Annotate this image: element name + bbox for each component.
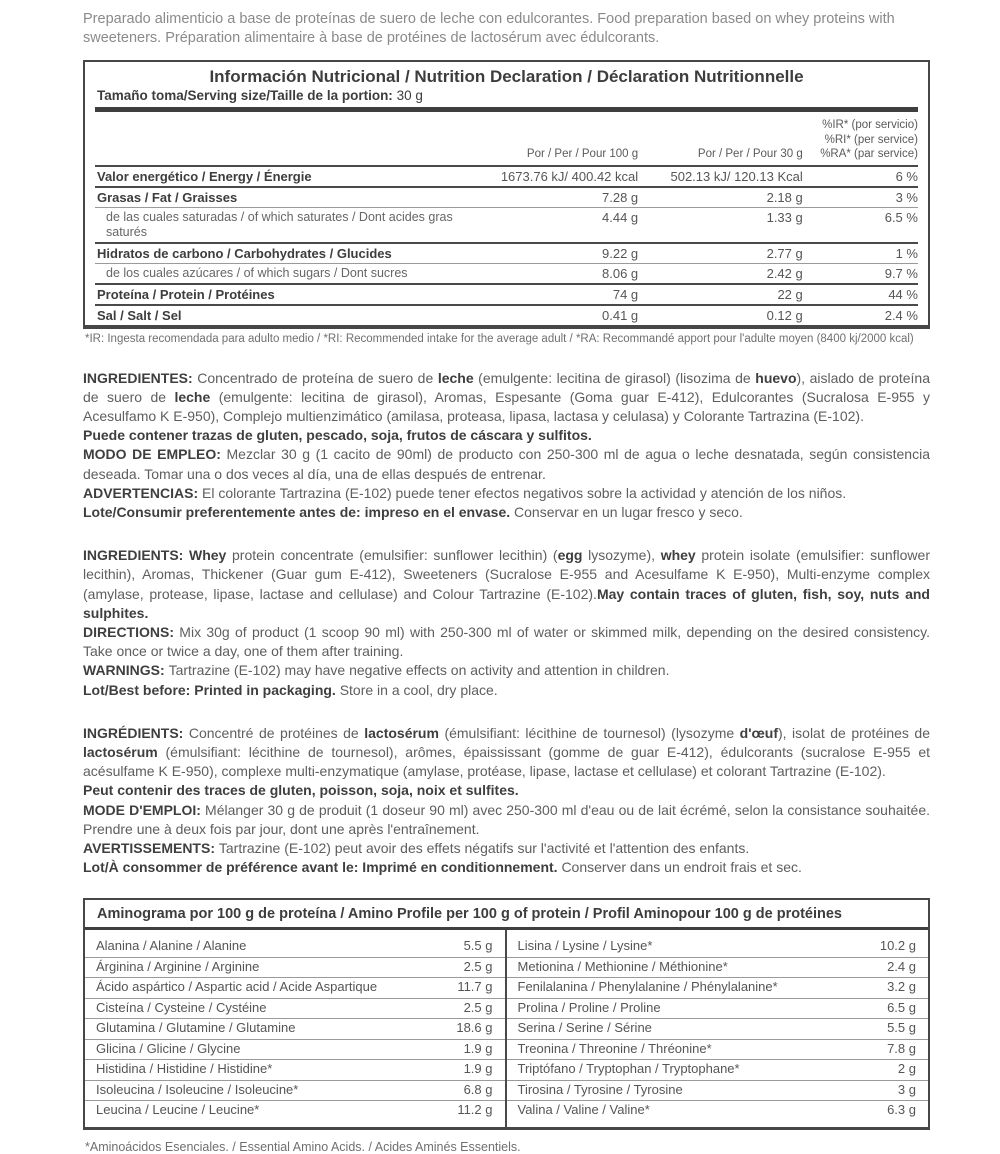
amino-row <box>507 1100 929 1121</box>
header-per-100g: Por / Per / Pour 100 g <box>526 148 639 160</box>
amino-value: 10.2 g <box>879 938 916 954</box>
nutrition-cell-label: Proteína / Protein / Protéines <box>97 286 275 302</box>
amino-value: 5.5 g <box>887 1020 916 1036</box>
ingredients-block-en <box>83 546 930 700</box>
amino-name: Árginina / Arginine / Arginine <box>96 958 260 974</box>
bold-text-segment: egg <box>557 547 583 564</box>
amino-name: Isoleucina / Isoleucine / Isoleucine* <box>96 1081 299 1097</box>
bold-text-segment: d'œuf <box>739 724 778 741</box>
amino-row <box>85 1080 505 1101</box>
amino-value: 6.3 g <box>887 1102 916 1118</box>
amino-row <box>507 957 929 978</box>
nutrition-header-row <box>95 112 918 165</box>
amino-value: 6.8 g <box>463 1081 493 1097</box>
nutrition-cell-per30: 2.77 g <box>766 245 803 261</box>
amino-value: 2.4 g <box>887 958 916 974</box>
amino-name: Glicina / Glicine / Glycine <box>96 1040 241 1056</box>
bold-text-segment: DIRECTIONS: <box>83 623 180 640</box>
nutrition-footnote: *IR: Ingesta recomendada para adulto medio / *RI: Recommended intake for the average adult / *RA: Recommandé apport pour l'adulte moyen (8400 kj/2000 kcal) <box>85 332 914 345</box>
amino-name: Metionina / Methionine / Méthionine* <box>517 958 728 974</box>
text-segment: Conservar en un lugar fresco y seco. <box>514 503 743 520</box>
bold-text-segment: INGREDIENTES: <box>83 369 198 386</box>
nutrition-cell-label: Sal / Salt / Sel <box>97 307 182 323</box>
amino-value: 2.5 g <box>463 958 493 974</box>
bold-text-segment: INGRÉDIENTS: <box>83 724 189 741</box>
amino-value: 1.9 g <box>463 1061 493 1077</box>
text-segment: lysozyme), <box>582 547 661 564</box>
amino-value: 2.5 g <box>463 999 493 1015</box>
nutrition-cell-label: Grasas / Fat / Graisses <box>97 189 238 205</box>
nutrition-row <box>95 165 918 186</box>
nutrition-cell-per30: 2.42 g <box>766 265 803 281</box>
bold-text-segment: WARNINGS: <box>83 662 169 679</box>
text-line <box>83 369 930 427</box>
amino-name: Histidina / Histidine / Histidine* <box>96 1061 273 1077</box>
amino-value: 3.2 g <box>887 979 916 995</box>
nutrition-cell-per100: 4.44 g <box>602 209 639 225</box>
bold-text-segment: Whey <box>189 547 227 564</box>
text-line <box>83 724 930 782</box>
text-segment: Store in a cool, dry place. <box>339 681 498 698</box>
bold-text-segment: MODO DE EMPLEO: <box>83 446 227 463</box>
amino-name: Treonina / Threonine / Thréonine* <box>517 1040 712 1056</box>
text-segment: Conserver dans un endroit frais et sec. <box>561 859 802 876</box>
amino-name: Leucina / Leucine / Leucine* <box>96 1102 260 1118</box>
amino-row <box>85 1059 505 1080</box>
amino-name: Glutamina / Glutamine / Glutamine <box>96 1020 296 1036</box>
nutrition-cell-label: Valor energético / Energy / Énergie <box>97 168 312 184</box>
text-segment: (emulgente: lecitina de girasol) (lisozima de <box>473 369 756 386</box>
text-line <box>83 839 930 858</box>
bold-text-segment: Peut contenir des traces de gluten, poisson, soja, noix et sulfites. <box>83 782 519 799</box>
amino-name: Lisina / Lysine / Lysine* <box>517 938 653 954</box>
amino-name: Fenilalanina / Phenylalanine / Phénylalanine* <box>517 979 778 995</box>
text-segment: protein concentrate (emulsifier: sunflower lecithin) ( <box>226 547 558 564</box>
nutrition-cell-pct: 6.5 % <box>884 209 918 225</box>
amino-value: 5.5 g <box>463 938 493 954</box>
nutrition-cell-per100: 9.22 g <box>602 245 639 261</box>
nutrition-cell-per30: 22 g <box>777 286 803 302</box>
text-segment: El colorante Tartrazina (E-102) puede tener efectos negativos sobre la actividad y atención de los niños. <box>202 484 847 501</box>
nutrition-cell-label: Hidratos de carbono / Carbohydrates / Glucides <box>97 245 392 261</box>
nutrition-row <box>95 207 918 242</box>
header-per-30g: Por / Per / Pour 30 g <box>697 148 803 160</box>
amino-value: 18.6 g <box>456 1020 493 1036</box>
amino-row <box>85 937 505 957</box>
text-segment: (émulsifiant: lécithine de tournesol), arômes, épaississant (gomme de guar E-412), édulcorants (sucralose E-955 et acésulfame K E-950), complexe multi-enzymatique (amylase, protéase, lipase, lactase et cellulase) et colorant Tartrazine (E-102). <box>83 743 930 780</box>
bold-text-segment: AVERTISSEMENTS: <box>83 839 219 856</box>
bold-text-segment: leche <box>437 369 474 386</box>
bold-text-segment: ADVERTENCIAS: <box>83 484 203 501</box>
serving-size-line <box>95 88 918 107</box>
amino-value: 2 g <box>897 1061 916 1077</box>
percent-ri-line-es: %IR* (por servicio) <box>822 119 918 131</box>
text-segment: (emulgente: lecitina de girasol), Aromas, Espesante (Goma guar E-412), Edulcorantes (Sucralosa E-955 y Acesulfamo K E-950), Complejo multienzimático (amilasa, proteasa, lipasa, lactasa y celulasa) y Colorante Tartrazina (E-102). <box>83 388 930 424</box>
text-segment: ), isolat de protéines de <box>777 724 930 741</box>
amino-name: Cisteína / Cysteine / Cystéine <box>96 999 267 1015</box>
nutrition-cell-pct: 6 % <box>895 168 918 184</box>
text-line <box>83 445 930 483</box>
bold-text-segment: MODE D'EMPLOI: <box>83 801 206 818</box>
serving-size-value: 30 g <box>396 88 423 103</box>
amino-row <box>507 937 929 957</box>
amino-name: Alanina / Alanine / Alanine <box>96 938 247 954</box>
amino-name: Tirosina / Tyrosine / Tyrosine <box>517 1081 683 1097</box>
nutrition-cell-label: de las cuales saturadas / of which saturates / Dont acides gras saturés <box>106 209 453 239</box>
bold-text-segment: May contain traces of gluten, fish, soy, nuts and sulphites. <box>83 585 930 621</box>
nutrition-cell-pct: 3 % <box>895 189 918 205</box>
amino-row <box>507 1080 929 1101</box>
text-segment: Concentré de protéines de <box>188 724 365 741</box>
amino-table-title: Aminograma por 100 g de proteína / Amino Profile per 100 g of protein / Profil Aminopour 100 g de protéines <box>85 900 928 930</box>
nutrition-cell-per30: 2.18 g <box>766 189 803 205</box>
amino-row <box>507 977 929 998</box>
text-segment: Tartrazine (E-102) may have negative effects on activity and attention in children. <box>168 662 670 679</box>
nutrition-cell-per100: 7.28 g <box>602 189 639 205</box>
bold-text-segment: Lot/À consommer de préférence avant le: Imprimé en conditionnement. <box>83 859 562 876</box>
text-line <box>83 503 930 522</box>
nutrition-cell-label: de los cuales azúcares / of which sugars / Dont sucres <box>106 265 408 280</box>
text-line <box>83 681 930 700</box>
nutrition-row <box>95 186 918 207</box>
bold-text-segment: lactosérum <box>83 743 158 760</box>
text-segment: Concentrado de proteína de suero de <box>197 369 438 386</box>
amino-row <box>507 998 929 1019</box>
header-percent-ri <box>803 118 918 162</box>
nutrition-row <box>95 304 918 325</box>
amino-column-left <box>85 930 507 1127</box>
amino-row <box>85 998 505 1019</box>
amino-name: Serina / Serine / Sérine <box>517 1020 652 1036</box>
nutrition-rows <box>95 165 918 325</box>
text-segment: Mélanger 30 g de produit (1 doseur 90 ml) avec 250-300 ml d'eau ou de lait écrémé, selon la consistance souhaitée. Prendre une à deux fois par jour, dont une après l'entraînement. <box>83 801 930 837</box>
amino-value: 1.9 g <box>463 1040 493 1056</box>
text-line <box>83 623 930 661</box>
amino-name: Prolina / Proline / Proline <box>517 999 661 1015</box>
bold-text-segment: Lot/Best before: Printed in packaging. <box>83 681 340 698</box>
amino-footnote: *Aminoácidos Esenciales. / Essential Amino Acids. / Acides Aminés Essentiels. <box>85 1139 521 1154</box>
nutrition-cell-per30: 0.12 g <box>766 307 803 323</box>
amino-value: 6.5 g <box>887 999 916 1015</box>
amino-value: 7.8 g <box>887 1040 916 1056</box>
amino-value: 11.2 g <box>457 1102 493 1118</box>
text-line <box>83 484 930 503</box>
text-segment: Mix 30g of product (1 scoop 90 ml) with 250-300 ml of water or skimmed milk, depending on the desired consistency. Take once or twice a day, one of them after training. <box>83 623 931 660</box>
nutrition-cell-pct: 44 % <box>888 286 918 302</box>
serving-size-label: Tamaño toma/Serving size/Taille de la portion: <box>97 88 393 103</box>
bold-text-segment: leche <box>174 388 211 405</box>
amino-row <box>85 1100 505 1121</box>
percent-ri-line-en: %RI* (per service) <box>824 133 918 146</box>
product-description: Preparado alimenticio a base de proteínas de suero de leche con edulcorantes. Food preparation based on whey proteins with sweeteners. Préparation alimentaire à base de protéines de lactosérum avec édulcorants. <box>83 11 895 46</box>
bold-text-segment: lactosérum <box>364 724 439 741</box>
text-line <box>83 781 930 800</box>
nutrition-table <box>83 60 930 329</box>
nutrition-row <box>95 242 918 263</box>
text-line <box>83 661 930 680</box>
text-line <box>83 546 930 623</box>
amino-row <box>85 977 505 998</box>
amino-name: Triptófano / Tryptophan / Tryptophane* <box>517 1061 740 1077</box>
text-segment: (émulsifiant: lécithine de tournesol) (lysozyme <box>438 724 740 741</box>
nutrition-cell-pct: 1 % <box>895 245 918 261</box>
amino-row <box>507 1039 929 1060</box>
amino-row <box>507 1018 929 1039</box>
bold-text-segment: INGREDIENTS: <box>83 547 189 564</box>
bold-text-segment: Lote/Consumir preferentemente antes de: impreso en el envase. <box>83 503 515 520</box>
amino-row <box>85 1039 505 1060</box>
text-line <box>83 858 930 877</box>
amino-profile-table <box>83 898 930 1130</box>
amino-value: 3 g <box>897 1081 916 1097</box>
text-segment: protein isolate (emulsifier: sunflower lecithin), Aromas, Thickener (Guar gum E-412), Sweeteners (Sucralose E-955 and Acesulfame K E-950), Multi-enzyme complex (amylase, protease, lipase, lactase and cellulase) and Colour Tartrazine (E-102). <box>83 547 930 602</box>
nutrition-cell-per100: 1673.76 kJ/ 400.42 kcal <box>500 168 639 184</box>
nutrition-cell-per100: 8.06 g <box>602 265 639 281</box>
ingredients-block-fr <box>83 724 930 878</box>
text-segment: Mezclar 30 g (1 cacito de 90ml) de producto con 250-300 ml de agua o leche desnatada, según consistencia deseada. Tomar una o dos veces al día, una de ellas después de entrenar. <box>83 446 930 482</box>
amino-row <box>85 957 505 978</box>
nutrition-cell-pct: 2.4 % <box>884 307 918 323</box>
amino-row <box>507 1059 929 1080</box>
amino-name: Valina / Valine / Valine* <box>517 1102 650 1118</box>
text-line <box>83 426 930 445</box>
nutrition-cell-per30: 502.13 kJ/ 120.13 Kcal <box>670 168 803 184</box>
nutrition-row <box>95 283 918 304</box>
bold-text-segment: Puede contener trazas de gluten, pescado, soja, frutos de cáscara y sulfitos. <box>83 427 592 444</box>
nutrition-row <box>95 263 918 283</box>
text-segment: ), aislado de proteína de suero de <box>83 369 931 405</box>
percent-ri-line-fr: %RA* (par service) <box>820 148 918 160</box>
nutrition-cell-pct: 9.7 % <box>884 265 918 281</box>
nutrition-cell-per100: 0.41 g <box>602 307 639 323</box>
nutrition-cell-per100: 74 g <box>612 286 639 302</box>
amino-table-grid <box>85 930 928 1127</box>
bold-text-segment: huevo <box>755 369 797 386</box>
nutrition-table-title: Información Nutricional / Nutrition Declaration / Déclaration Nutritionnelle <box>209 67 804 86</box>
amino-name: Ácido aspártico / Aspartic acid / Acide Aspartique <box>96 979 378 995</box>
text-line <box>83 801 930 839</box>
text-segment: Tartrazine (E-102) peut avoir des effets négatifs sur l'activité et l'attention des enfants. <box>218 839 750 856</box>
amino-value: 11.7 g <box>457 979 493 995</box>
amino-column-right <box>507 930 929 1127</box>
ingredients-block-es <box>83 369 930 523</box>
bold-text-segment: whey <box>660 547 696 564</box>
amino-row <box>85 1018 505 1039</box>
nutrition-cell-per30: 1.33 g <box>766 209 803 225</box>
